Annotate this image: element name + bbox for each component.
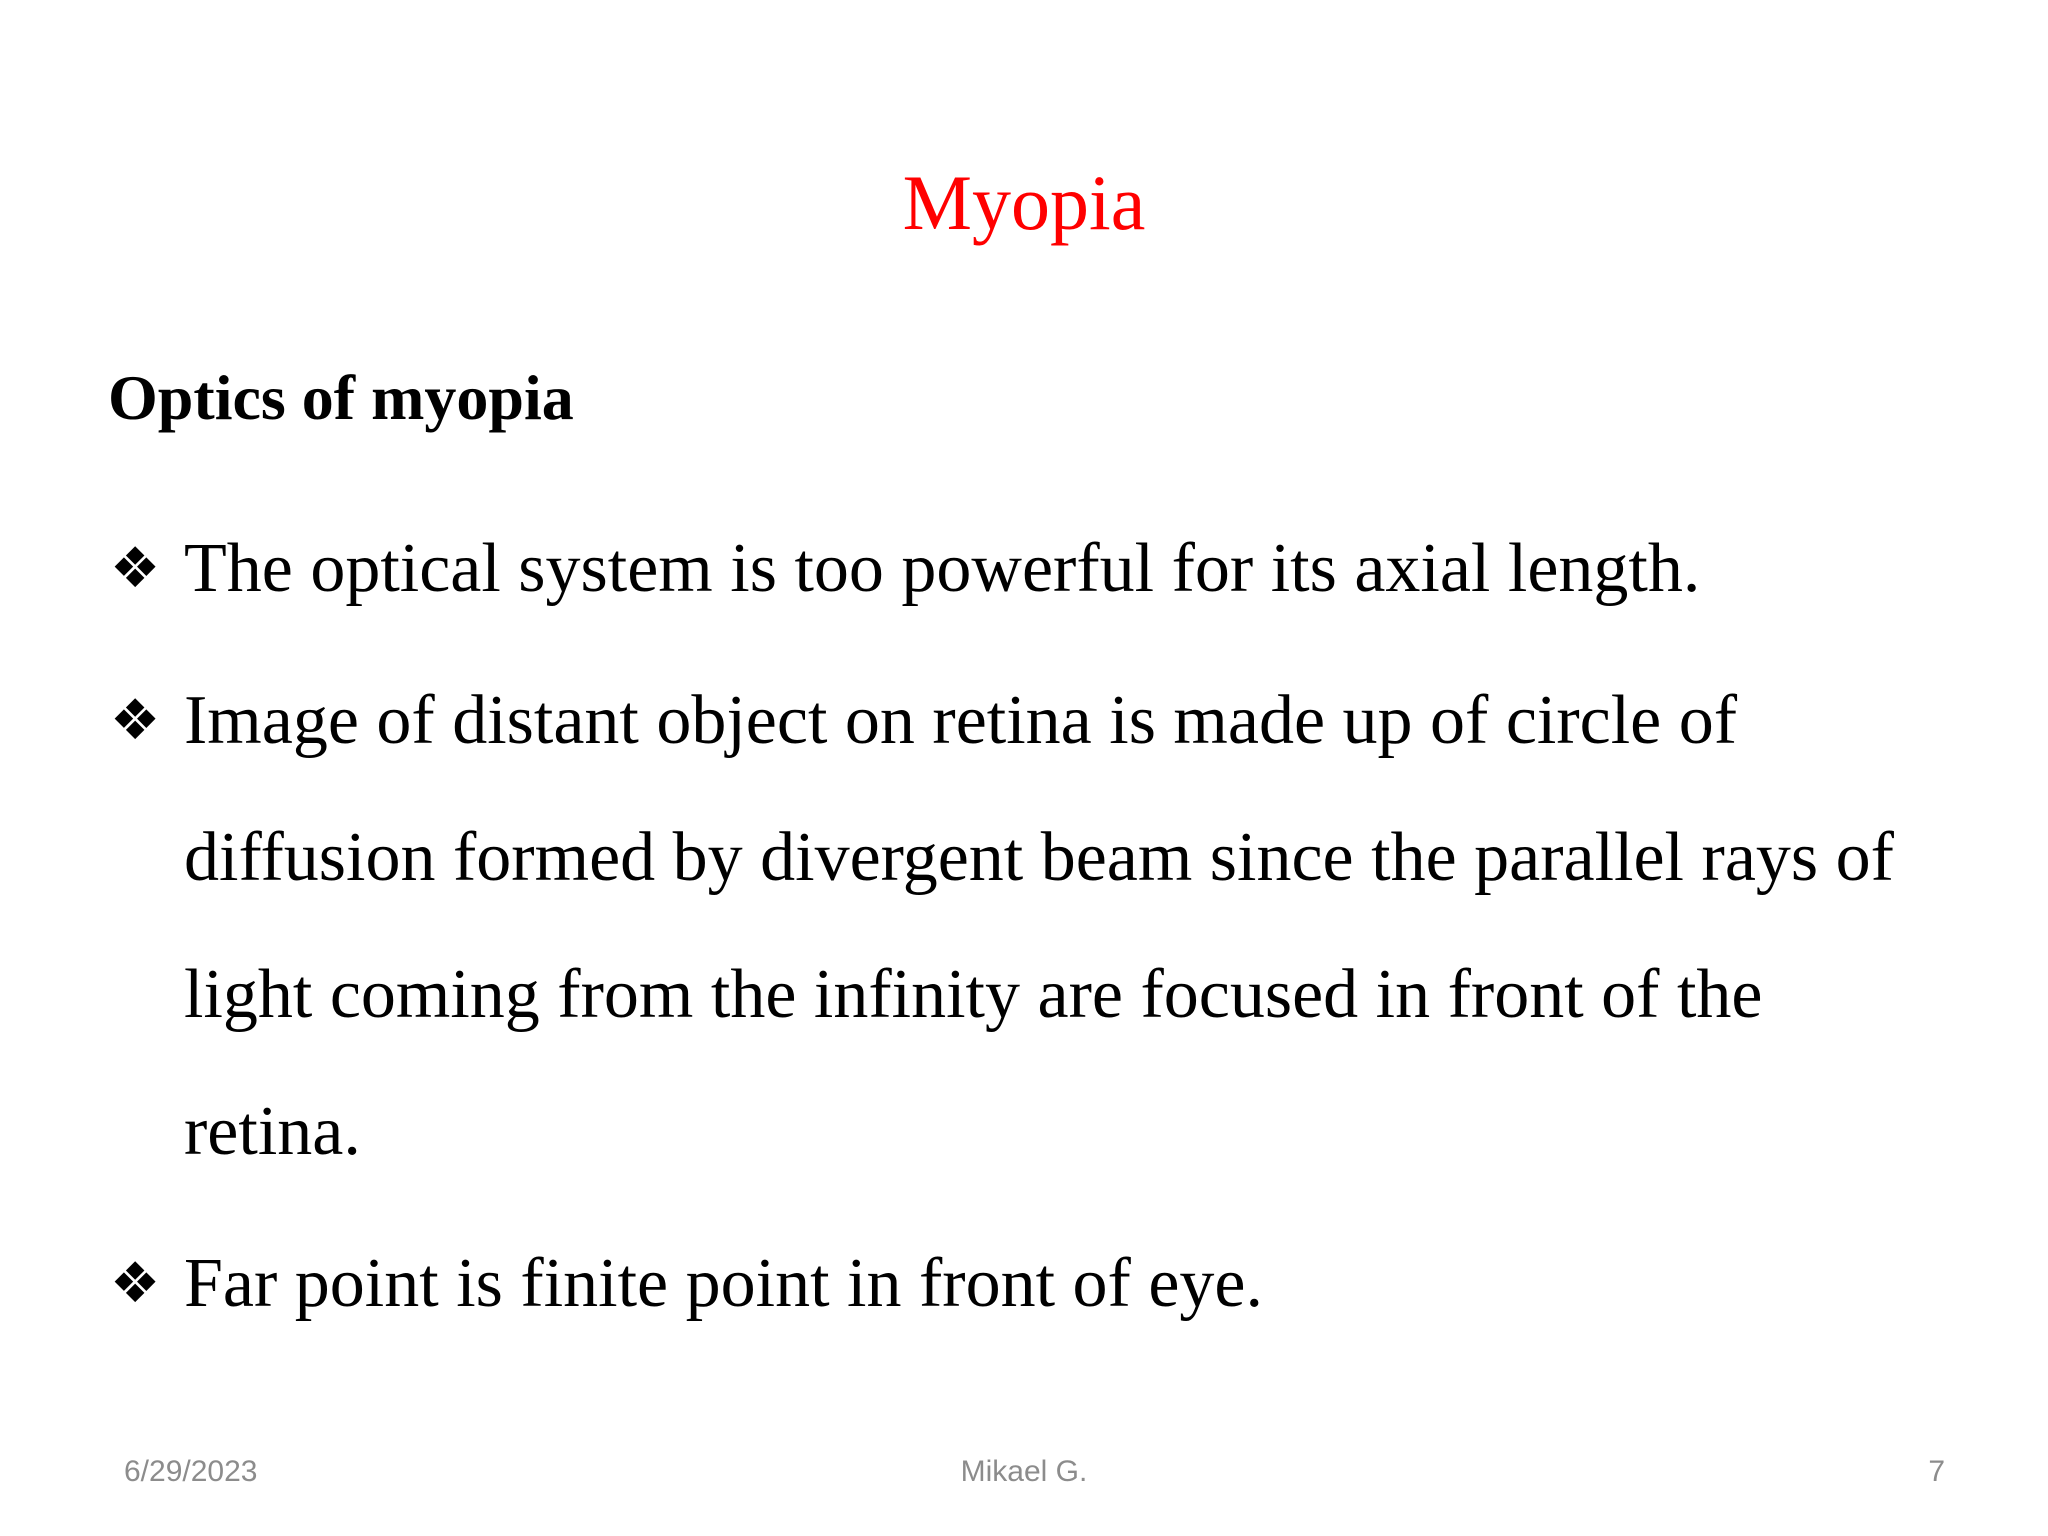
bullet-item: [108, 652, 1938, 1200]
bullet-item: [108, 1215, 1938, 1352]
bullet-text: Far point is finite point in front of eye.: [184, 1245, 1263, 1322]
diamond-bullet-icon: ❖: [110, 536, 161, 601]
section-heading: Optics of myopia: [108, 362, 574, 433]
bullet-text: Image of distant object on retina is made up of circle of diffusion formed by divergent beam since the parallel rays of light coming from the infinity are focused in front of the retina.: [184, 682, 1894, 1170]
footer-date: 6/29/2023: [124, 1455, 258, 1488]
diamond-bullet-icon: ❖: [110, 688, 161, 753]
slide-title: Myopia: [902, 159, 1146, 246]
bullet-text: The optical system is too powerful for its axial length.: [184, 530, 1701, 607]
footer-author: Mikael G.: [960, 1455, 1088, 1488]
bullet-item: [108, 500, 1938, 637]
bullet-list: [108, 500, 1938, 1367]
page-number: 7: [1928, 1455, 1945, 1488]
diamond-bullet-icon: ❖: [110, 1251, 161, 1316]
